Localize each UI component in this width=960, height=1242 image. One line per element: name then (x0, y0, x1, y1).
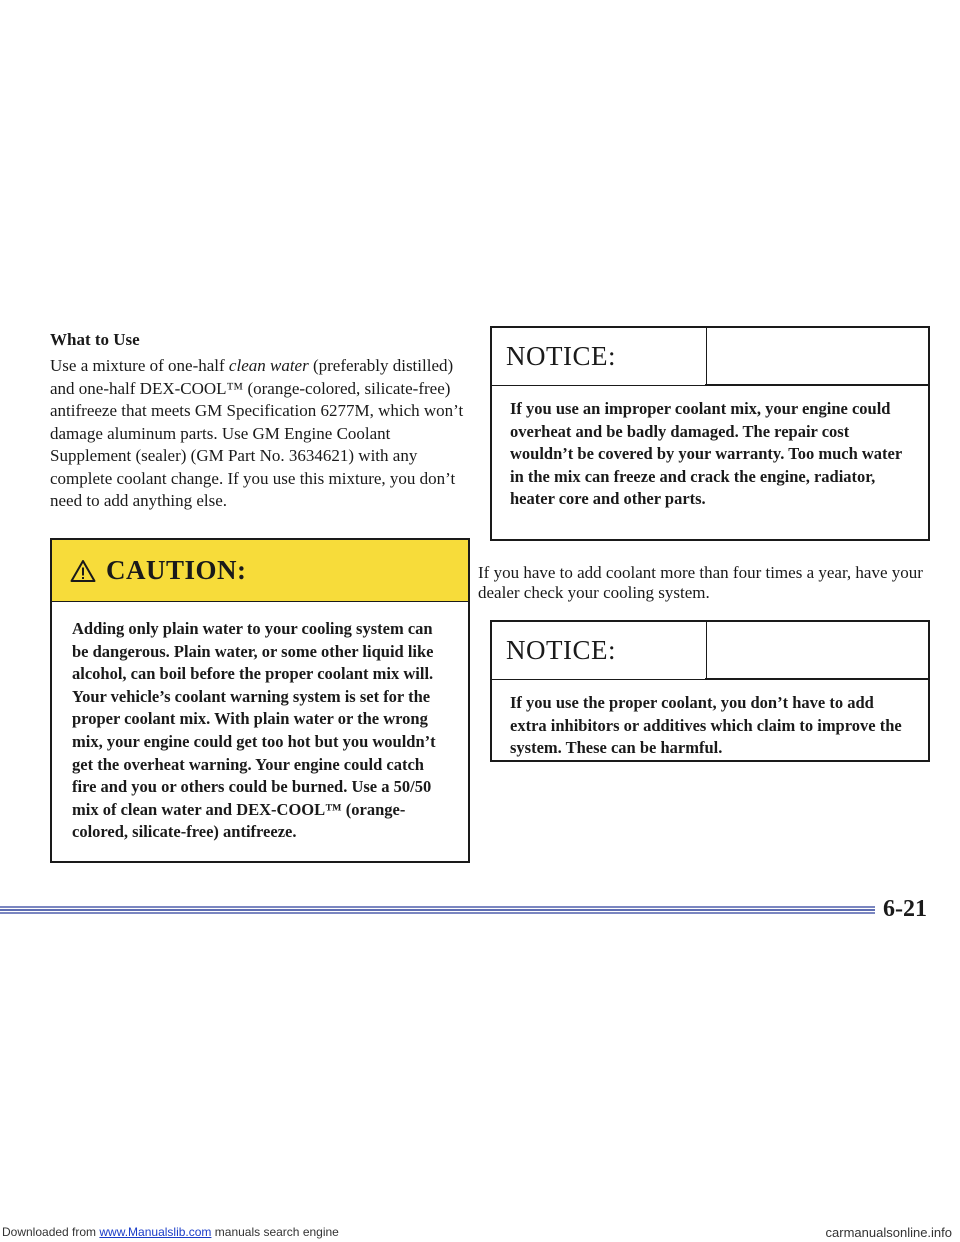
notice-divider (705, 384, 928, 386)
notice-divider (705, 678, 928, 680)
caution-body: Adding only plain water to your cooling system can be dangerous. Plain water, or some other liquid like alcohol, can boil before the proper coolant mix will. Your vehicle’s coolant warning system is set for the proper coolant mix. With plain water or the wrong mix, your engine could get too hot but you wouldn’t get the overheat warning. Your engine could catch fire and you or others could be burned. Use a 50/50 mix of clean water and DEX-COOL™ (orange-colored, silicate-free) antifreeze. (72, 619, 436, 842)
coolant-frequency-paragraph: If you have to add coolant more than four times a year, have your dealer check your cooling system. (478, 563, 923, 602)
watermark-site-name: carmanualsonline.info (825, 1225, 952, 1240)
caution-title: CAUTION: (106, 555, 247, 585)
notice-title: NOTICE: (506, 635, 616, 665)
caution-header (52, 540, 468, 602)
notice-header (492, 622, 707, 680)
caution-box (50, 538, 470, 863)
notice-title: NOTICE: (506, 341, 616, 371)
intro-paragraph (50, 355, 470, 513)
watermark-suffix: manuals search engine (211, 1225, 339, 1239)
intro-text-end: (preferably distilled) and one-half DEX-COOL™ (orange-colored, silicate-free) antifreeze that meets GM Specification 6277M, which won’t damage aluminum parts. Use GM Engine Coolant Supplement (sealer) (GM Part No. 3634621) with any complete coolant change. If you use this mixture, you don’t need to add anything else. (50, 356, 464, 510)
watermark-prefix: Downloaded from (2, 1225, 100, 1239)
notice-box-coolant-mix (490, 326, 930, 541)
notice-box-additives (490, 620, 930, 762)
footer-rule (0, 902, 875, 918)
intro-text-start: Use a mixture of one-half (50, 356, 229, 375)
page-number: 6-21 (883, 896, 927, 922)
section-heading: What to Use (50, 330, 140, 349)
warning-triangle-icon (70, 559, 96, 583)
notice-body: If you use an improper coolant mix, your engine could overheat and be badly damaged. The repair cost wouldn’t be covered by your warranty. Too much water in the mix can freeze and crack the engine, radiator, heater core and other parts. (510, 399, 902, 508)
notice-header (492, 328, 707, 386)
manualslib-link[interactable]: www.Manualslib.com (99, 1225, 212, 1239)
intro-emphasis: clean water (228, 356, 309, 375)
notice-body: If you use the proper coolant, you don’t have to add extra inhibitors or additives which claim to improve the system. These can be harmful. (510, 693, 902, 757)
watermark-source (2, 1225, 339, 1239)
